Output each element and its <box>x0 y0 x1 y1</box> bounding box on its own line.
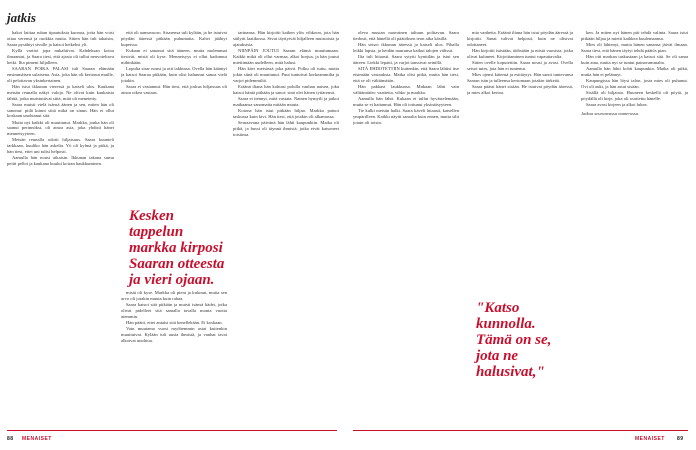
paragraph: Kotona hän istui pitkään hiljaa. Markka painoi taskussa kuin kivi. Hän tiesi, että jotakin oli alkamassa. <box>233 107 339 119</box>
page-number-left: 88 <box>7 436 14 442</box>
paragraph: SITÄ EHDOTETTIIN kuitenkin, että Saara lähtisi itse etsimään vastauksia. Matka olisi pitkä, mutta hän tiesi, että se oli välttämätön. <box>353 66 459 83</box>
paragraph: Mies oli lähtenyt, mutta hänen sanansa jäivät ilmaan. Saara tiesi, että hänen täytyi tehdä päätös pian. <box>581 42 688 53</box>
text-column-6 <box>581 30 688 437</box>
paragraph: Seuraavana päivänä hän lähti kaupunkiin. Matka oli pitkä, ja bussi oli täynnä ihmisiä, jotka eivät katsoneet toisiinsa. <box>233 119 339 137</box>
paragraph: ken. Ja miten nyt hänen piti tehdä valinta. Saara istui pitkään hiljaa ja mietti kaikkea kuulemaansa. <box>581 30 688 41</box>
paragraph: Hän kävi metsässä joka päivä. Polku oli tuttu, mutta jokin siinä oli muuttunut. Puut tuntuivat korkeammilta ja varjot pidemmiltä. <box>233 65 339 83</box>
text-column-1 <box>7 30 114 437</box>
paragraph: Aamulla hän lähti. Kukaan ei tullut hyvästelemään, mutta se ei haitannut. Hän oli tottunut yksinäisyyteen. <box>353 95 459 107</box>
paragraph: oleva mustan naavainen taltuun polttavan. Saara tiedosti, että hänellä oli päätöksen teon aika käsillä. <box>353 30 459 41</box>
paragraph: Mies ojensi kätensä ja esittäytyi. Hän sanoi tuntevansa Saaran isän ja tulleensa kertomaan jotakin tärkeää. <box>467 71 573 83</box>
paragraph: Hän kirjoitti isästään, äidistään ja niistä vuosista, jotka olivat kuluneet. Kirjoittaminen tuntui vapauttavalta. <box>467 47 573 59</box>
paragraph: Hän päätti, ettei antaisi sitä kenellekään. Ei koskaan. <box>126 319 223 325</box>
paragraph: Hän otti markan taskustaan ja katsoi sitä. Se oli sama kuin aina, mutta nyt se tuntui painavammalta. <box>581 54 688 65</box>
paragraph: Sitten ovelle koputettiin. Saara nousi ja avasi. Ovella seisoi mies, jota hän ei tuntenut. <box>467 59 573 71</box>
paragraph: Lopulta sisar nousi ja otti takkinsa. Ovella hän kääntyi ja katsoi Saaraa pitkään, kuin olisi halunnut sanoa vielä jotakin. <box>121 65 227 83</box>
text-column-5 <box>467 30 573 295</box>
pull-quote-left: Kesken tappelun markka kirposi Saaran otteesta ja vieri ojaan. <box>129 208 225 288</box>
paragraph: Saara katsoi sitä pitkään ja muisti isänsä kädet, jotka olivat pidelleet sitä samalla tavalla monta vuotta aiemmin. <box>121 302 227 319</box>
pull-quote-right: "Katso kunnolla. Tämä on se, jota ne halusivat," <box>476 300 552 380</box>
paragraph: tarinansa. Hän kirjoitti kaiken ylös vihkoon, jota hän säilytti laatikossa. Sivut täyttyivät hiljalleen muistoista ja ajatuksista. <box>233 30 339 47</box>
paragraph: SAARAN POIKA PALASI tuli Saaran elämään ensimmäisen sulaisena. Asia, joka hän oli kertonut muille, oli pelottavan yksinkertainen. <box>7 65 114 83</box>
paragraph: mia vanhetta. Eräänä iltana hän istui pöydän ääressä ja kirjoitti. Sanat tulivat helposti, kuin ne olisivat odottaneet. <box>467 30 573 47</box>
text-column-2-bottom <box>121 290 227 437</box>
paragraph: hakoi laittaa ruhan tipautuksia kuonoa, jotta hän voisi ottaa verensä ja ruokkia muita. Sitten hän tuli takaisin, Saara pysähtyi sivulle ja katsoi hetkeksi yli. <box>7 30 114 47</box>
text-column-4 <box>353 30 459 437</box>
magazine-name-left: MENAISET <box>22 436 52 442</box>
paragraph: Mutta nyt kaikki oli muuttunut. Markka, jonka hän oli saanut perinnöksi, oli ainoa asia, joka yhdisti hänet menneisyyteen. <box>7 119 114 137</box>
section-header: jatkis <box>7 10 36 25</box>
paragraph: Kukaan ei sanonut sitä ääneen, mutta molemmat tiesivät, mistä oli kyse. Menneisyys ei ollut kadonnut mihinkään. <box>121 47 227 65</box>
footer-rule-right <box>353 430 688 431</box>
paragraph: Kaupungissa hän löysi talon, josta mies oli puhunut. Ovi oli auki, ja hän astui sisään. <box>581 78 688 89</box>
paragraph: Ilta tuli hitaasti. Saara sytytti kynttilän ja istui sen ääreen. Liekki lepatti, ja varjot tanssivat seinillä. <box>353 54 459 65</box>
paragraph: Hän istui ikkunan vieressä ja katseli ulos. Kaukana metsän reunalla näkyi valoja. Ne olivat kuin kaukaisia tähtiä, jotka muistuttivat siitä, mitä oli menetetty. <box>7 83 114 101</box>
text-column-3 <box>233 30 339 437</box>
paragraph: Saara päästi hänet sisään. He istuivat pöydän ääressä, ja mies alkoi kertoa. <box>467 83 573 95</box>
paragraph: että oli aamuvuoro. Sisarensa tuli kylään, ja he istuivat pöydän ääressä pitkään puhumatta. Kahvi jäähtyi kupeissa. <box>121 30 227 47</box>
paragraph: Vain muutama vuosi myöhemmin asiat kuitenkin muuttuivat. Kylään tuli uusia ihmisiä, ja vanhat tavat alkoivat unohtua. <box>121 326 227 343</box>
paragraph: Tie kulki metsän halki. Saara käveli hitaasti, katsellen ympärilleen. Kaikki näytti samalta kuin ennen, mutta silti jotain oli toisin. <box>353 107 459 125</box>
magazine-name-right: MENAISET <box>635 436 665 442</box>
paragraph: Sisällä oli hiljaista. Huoneen keskellä oli pöytä, ja pöydällä oli kirje, joka oli osoitettu hänelle. <box>581 90 688 101</box>
paragraph: Saara ei vastannut. Hän tiesi, että joskus hiljaisuus oli ainoa oikea vastaus. <box>121 83 227 95</box>
paragraph: Eräänä iltana hän kohtasi polulla vanhan naisen, joka katsoi häntä pitkään ja sanoi: sinä olet hänen tyttärensä. <box>233 83 339 95</box>
paragraph: Saara ei tiennyt, mitä vastata. Nainen hymyili ja jatkoi matkaansa sanomatta mitään muuta. <box>233 95 339 107</box>
paragraph: Saara muisti vielä isänsä äänen ja sen, miten hän oli sanonut: pidä kiinni siitä mikä on sinun. Hän ei ollut koskaan unohtanut sitä. <box>7 101 114 119</box>
paragraph: Aamulla hän lähti kohti kaupunkia. Matka oli pitkä, mutta hän ei pelännyt. <box>581 66 688 77</box>
paragraph: Hän pakkasi laukkunsa. Mukaan lähti vain välttämätön: vaatteita, vihko ja markka. <box>353 83 459 95</box>
paragraph: Aamulla hän nousi aikaisin. Ikkunan takana sumu peitti pellot ja kaukana kuului koiran haukkuminen. <box>7 155 114 167</box>
paragraph: NIINPÄIN JOUTUI Saaran elämä muuttumaan. Kaikki mikä oli ollut varmaa, alkoi horjua, ja hän joutui miettimään uudelleen, mitä halusi. <box>233 47 339 65</box>
paragraph: Hän seisoi ikkunan ääressä ja katseli ulos. Pihalla leikki lapsia, ja heidän naurunsa kaikui talojen välissä. <box>353 42 459 53</box>
paragraph: Saara avasi kirjeen ja alkoi lukea. <box>586 102 648 107</box>
text-column-2-top <box>121 30 227 200</box>
footer-rule-left <box>7 430 337 431</box>
paragraph: Metsän reunalla odotti hiljaisuus. Saara kuunteli tarkkaan, kuuliko hän askelia. Yö oli kylmä ja pitkä, ja hän tiesi, ettei uni tulisi helposti. <box>7 137 114 155</box>
continued-note: Jatkoa seuraavassa numerossa. <box>581 110 640 116</box>
page-number-right: 89 <box>677 436 684 442</box>
paragraph: Kyllä vartiot jopa nukahtivat. Kahdeksan kotoa ilmaantui, ja Saara tiesi, että ajasta oli tullut neuvoteltava hetki. Ilta pimeni hiljalleen. <box>7 47 114 65</box>
paragraph: mistä oli kyse. Markka oli pieni ja kulunut, mutta sen arvo oli jotakin muuta kuin rahaa. <box>121 290 227 301</box>
